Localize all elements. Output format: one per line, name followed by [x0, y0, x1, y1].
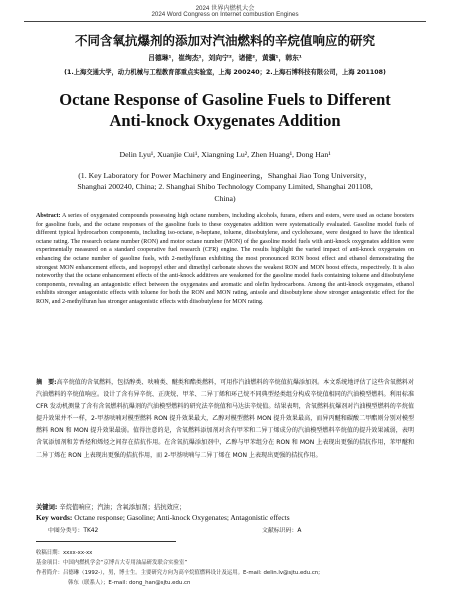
footnote-divider — [36, 541, 176, 542]
cn-keywords — [36, 502, 185, 511]
en-keywords-label: Key words: — [36, 513, 73, 522]
header-divider — [24, 21, 426, 22]
clc-number: 中图分类号：TK42 — [48, 528, 99, 534]
footnote-corresponding: 韩东（联系人）；E-mail: dong_han@sjtu.edu.cn — [68, 580, 191, 586]
cn-title: 不同含氧抗爆剂的添加对汽油燃料的辛烷值响应的研究 — [74, 33, 375, 48]
footnote-fund: 基金项目：中国内燃机学会“京博吉大专用油品研发联合实验室” — [36, 560, 188, 566]
en-affiliation-line2: Shanghai 200240, China; 2. Shanghai Shibo Technology Company Limited, Shanghai 201108, — [77, 182, 373, 191]
en-affiliation-line1: (1. Key Laboratory for Power Machinery and Engineering，Shanghai Jiao Tong University， — [78, 171, 372, 180]
cn-keywords-label: 关键词: — [36, 504, 58, 511]
en-keywords-text: Octane response; Gasoline; Anti-knock Oxygenates; Antagonistic effects — [74, 513, 290, 522]
en-affiliation-line3: China) — [214, 194, 236, 203]
cn-affiliation: (1.上海交通大学，动力机械与工程教育部重点实验室，上海 200240；2.上海石博科技有限公司，上海 201108) — [64, 69, 386, 76]
footnote-received: 收稿日期：xxxx-xx-xx — [36, 550, 93, 556]
conference-name-en: 2024 Word Congress on Internet combustion Engines — [151, 11, 299, 18]
cn-abstract-text: 高辛烷值的含氧燃料，包括醇类、呋喃类、醚类和酯类燃料，可用作汽油燃料的辛烷值抗爆添加剂。本文系统地评估了这些含氧燃料对汽油燃料的辛烷值响应。设计了含有异辛烷、正庚烷、甲苯、二异丁烯和环己烷不同典型烃类组分构成辛烷值相同的汽油模型燃料。利用标准 CFR 发动机测量了含有含氧燃料抗爆剂的汽油模型燃料的研究法辛烷值和马达法辛烷值。结果表明，含氧燃料抗爆剂对汽油模型燃料的辛烷值提升效果并不一样，2-甲基呋喃对模型燃料 RON 提升效果最大，乙醇对模型燃料 MON 提升效果最高，而异丙醚和碳酸二甲酯则分别对模型燃料 RON 和 MON 提升效果最弱。值得注意的是，含氧燃料添加剂对含有甲苯和二异丁烯成分的汽油模型燃料辛烷值的提升效果减弱，表明含氧添加剂和芳香烃和烯烃之间存在拮抗作用。在含氧抗爆添加剂中，乙醇与甲苯组分在 RON 和 MON 上表现出更强的拮抗作用，苯甲醚和二异丁烯在 RON 上表现出更强的拮抗作用，而 2-甲基呋喃与二异丁烯在 MON 上表现出更强的拮抗作用。 — [36, 379, 414, 459]
cn-abstract-label: 摘 要: — [36, 379, 57, 386]
en-title-line1: Octane Response of Gasoline Fuels to Different — [59, 90, 391, 109]
document-code: 文献标识码：A — [262, 528, 302, 534]
cn-keywords-text: 辛烷值响应；汽油；含氧添加剂；拮抗效应； — [59, 504, 186, 511]
footnote-author: 作者简介：吕德琳（1992-），男，博士生。主要研究方向为高辛烷值燃料设计及运用。E-mail: delin.lv@sjtu.edu.cn; — [36, 570, 321, 576]
cn-authors: 吕德琳¹，崔绚杰¹，刘向宁²，诸健²，黄骥¹，韩东¹ — [148, 54, 302, 62]
en-authors: Delin Lyu¹, Xuanjie Cui¹, Xiangning Lu², Zhen Huang¹, Dong Han¹ — [119, 150, 331, 159]
cn-abstract — [36, 377, 414, 462]
abstract — [36, 212, 414, 307]
en-keywords — [36, 513, 290, 522]
en-title-line2: Anti-knock Oxygenates Addition — [109, 111, 341, 130]
abstract-text: A series of oxygenated compounds possessing high octane numbers, including alcohols, furans, ethers and esters, were used as octane boosters for gasoline fuels, and the octane responses of the gasoline fuels to these oxygenates addition were systematically evaluated. Gasoline model fuels of different typical hydrocarbon components, including iso-octane, n-heptane, toluene, diisobutylene, and cyclohexane, were designed to have the identical octane rating. The research octane number (RON) and motor octane number (MON) of the gasoline model fuels with anti-knock oxygenates addition were experimentally measured on a standard cooperative fuel research (CFR) engine. The results highlight the varied impact of anti-knock oxygenates on enhancing the octane number of gasoline fuels, with 2-methylfuran exhibiting the most pronounced RON boost effect and ethanol demonstrating the strongest MON enhancement effects, and isopropyl ether and dimethyl carbonate shows the weakest RON and MON boost effects, respectively. It is also noteworthy that the octane enhancement effects of the anti-knock additives are weakened for the gasoline model fuels containing toluene and diisobutylene components, revealing an antagonistic effect between the oxygenates and aromatic and olefin hydrocarbons. Among the anti-knock oxygenates, ethanol exhibits stronger antagonistic effects with toluene for both the RON and MON rating, anisole and diisobutylene show stronger antagonistic effect for the RON, and 2-methylfuran has stronger antagonistic effects with diisobutylene for MON rating. — [36, 213, 414, 305]
conference-name-cn: 2024 世界内燃机大会 — [195, 5, 255, 12]
abstract-label: Abstract: — [36, 213, 61, 219]
